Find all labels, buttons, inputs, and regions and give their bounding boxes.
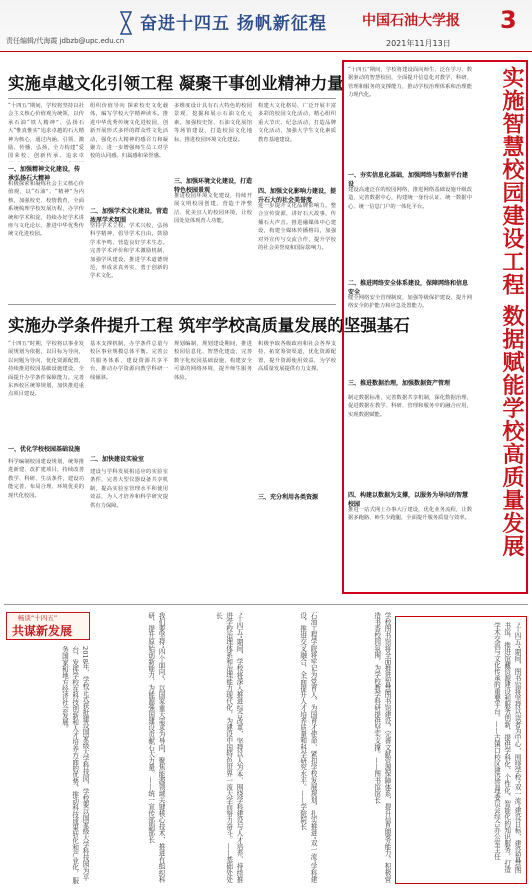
banner-title: 奋进十四五 扬帆新征程 (140, 14, 327, 34)
library-text: “十四五”期间，图书馆将坚持以读者为中心，围绕学校“双一流”建设目标，建设智慧图书馆，推进馆藏资源建设和服务创新，提供学科化、个性化、智能化的知识服务，打造学术交流与文化传承的重要平台。——古镇口校区建设管理委员会综合办公室主任 (492, 622, 521, 874)
article3-p4: 推进一站式网上办事大厅建设，优化业务流程，让数据多跑路、师生少跑腿，全面提升服务质量与效率。 (348, 507, 472, 522)
badge-main-text: 共谋新发展 (12, 624, 73, 638)
article2-col2b: 建设与学科发展相适应的实验室条件，完善大型仪器设备共享机制，提高实验室管理水平和使用效益，为人才培养和科学研究提供有力保障。 (90, 469, 168, 509)
article1-sub4: 四、加强文化影响力建设，提升石大的社会美誉度 (258, 188, 337, 204)
bottom-col1: 2018年，学校正式获批建设国家级大学科技园，学校要以国家级大学科技园为平台，发挥学校在科技创新和人才培养方面的优势，推动科技成果转化和产业化，服务国家和地方经济社会发展。 (60, 646, 89, 884)
article1-col3b: 推进校园环境文化建设，持续开展文明校园创建，营造干净整洁、优美宜人的校园环境，让校园处处体现育人功能。 (174, 193, 252, 225)
editor-credit: 责任编辑/代海霞 jdbzb@upc.edu.cn (6, 37, 125, 45)
article2-col3: 规划编制，规划建设期间，推进校园信息化、智慧化建设，完善数字化校园基础设施，构建安全可靠的网络环境，提升师生服务体验。 (174, 341, 252, 381)
divider (4, 604, 528, 605)
article2-headline: 实施办学条件提升工程 筑牢学校高质量发展的坚强基石 (8, 316, 410, 335)
article1-col3: 多维度设计具有石大特色的校园景观，挖掘和展示石油文化元素。加强校史馆、石油文化展馆等场馆建设，打造校园文化地标，推进校园环境文化建设。 (174, 103, 252, 143)
article3-sub1: 一、夯实信息化基础，加强网络与数据平台建设 (348, 172, 469, 188)
article3-sub3: 三、推进数据治理，加强数据资产管理 (348, 380, 451, 387)
bottom-col5: 学校图书馆将全面推进智慧图书馆建设，完善文献资源保障体系，提升信息服务能力，积极营造书香校园氛围，为学校教学科研提供坚实支撑。——图书馆馆长 (372, 612, 391, 883)
oil-derrick-icon (118, 10, 134, 36)
article3-sub4: 四、构建以数据为支撑，以服务为导向的智慧校园 (348, 492, 469, 508)
masthead: 中国石油大学报 (362, 13, 460, 29)
article2-col1: “十四五”时期，学校将以事业发展规划为依据，以目标为导向，以问题为导向，优化资源配置，持续推进校园基础设施建设，全面提升办学条件保障能力。完善东西校区统筹规划，加快推进重点项目建设。 (8, 341, 84, 398)
article1-col4: 构建大文化格局，广泛开展丰富多彩的校园文化活动，精心组织重大节庆、纪念活动，打造品牌文化活动，加强大学生文化素质教育基地建设。 (258, 103, 336, 143)
bottom-col4: 石油工程学院将牢记为党育人、为国育才使命，紧扣学校发展规划，扎实推进“双一流”学科建设，推进交叉融合，全面提升人才培养质量和科学研究水平。——学院院长 (298, 612, 317, 883)
article3-sub2: 二、推进网络安全体系建设，保障网络和信息安全 (348, 280, 469, 296)
article1-col2: 组织价值导向 探索校史文化载体，编写学校大学精神读本。推进中华优秀传统文化进校园，创新开展形式多样的群众性文化活动，强化石大精神的感召力和凝聚力，进一步增强师生员工对学校的认同感、归属感和荣誉感。 (90, 103, 168, 160)
article1-col1b: 积极探索和凝练社会主义核心价值观，以“石油”、“精神”为内核，加强校史、校情教育，全面系统梳理学校发展历程、办学传统和学术积淀，持续办好学术讲座与文化论坛，推进中华优秀传统文化进校园。 (8, 181, 84, 238)
article2-sub1: 一、优化学校校园基础设施 (8, 446, 81, 453)
article1-sub1: 一、加强精神文化建设，传承弘扬石大精神 (8, 166, 81, 182)
article3-p3: 制定数据标准，完善数据共享机制，深化数据治理，促进数据在教学、科研、管理和服务中的融合应用，实现数据赋能。 (348, 395, 472, 418)
article1-sub3: 三、加强环境文化建设，打造特色校园景观 (174, 178, 253, 194)
article1-headline: 实施卓越文化引领工程 凝聚干事创业精神力量 (8, 74, 344, 93)
article3-headline: 实施智慧校园建设工程 数据赋能学校高质量发展 (499, 66, 524, 558)
issue-date: 2021年11月13日 (386, 39, 451, 48)
article3-intro: “十四五”期间，学校将建设面向师生、泛在学习、数据驱动的智慧校园，全面提升信息化对教学、科研、管理和服务的支撑能力，推动学校治理体系和治理能力现代化。 (348, 67, 472, 99)
article3-p1: 建设高速泛在的校园网络，推进网络基础设施升级改造，完善数据中心，构建统一身份认证、统一数据中心、统一信息门户的一体化平台。 (348, 187, 472, 210)
article2-col1b: 科学编制校园建设规划，统筹推进新建、改扩建项目，持续改善教学、科研、生活条件，建设功能完善、布局合理、环境优美的现代化校园。 (8, 459, 84, 499)
bottom-col3: “十四五”期间，学校将深入推进综合改革，坚持以人为本，围绕学科建设与人才培养，持续推进学校治理体系和治理能力现代化，为建设中国特色世界一流大学而努力奋斗。——基础处处长 (214, 612, 243, 883)
bottom-col2: 我们要坚持“四个面向”，以国家重大需求为导向，聚焦能源领域关键核心技术，推进有组织科研，提升原始创新能力，为能源强国建设贡献石大力量。——统一宣传部副部长 (146, 612, 165, 883)
article2-sub3: 三、充分利用各类资源 (258, 494, 319, 501)
article1-col4b: 进一步提升文化品牌影响力。整合宣传资源，讲好石大故事，传播石大声音。推进融媒体中心建设，构建全媒体传播格局，加强对外宣传与交流合作，提升学校的社会美誉度和国际影响力。 (258, 203, 336, 252)
badge-top-text: 畅谈“十四五” (18, 614, 58, 622)
article1-col1: “十四五”期间，学校将坚持以社会主义核心价值观为统领，以传承石油“铁人精神”、弘扬石大“惟真惟实”追求卓越的石大精神为核心，通过内涵、引领、激励、传播、弘扬，全力构建“爱国荣校、创新传承、追求卓 (8, 103, 84, 160)
page-number: 3 (500, 6, 517, 34)
article1-col2b: 坚持学术立校、学术兴校，弘扬科学精神，倡导学术自由，鼓励学术争鸣，营造良好学术生态。完善学术评价和学术激励机制，加强学风建设，推进学术道德规范，形成求真务实、勇于创新的学术文化。 (90, 223, 168, 280)
divider (8, 98, 336, 99)
divider (8, 304, 336, 305)
article2-col2: 基本支撑机制，办学条件总量与校区事业规模总体平衡。完善公共服务体系，建设资源共享平台，推动办学资源向教学科研一线倾斜。 (90, 341, 168, 381)
article2-col3b: 积极争取各级政府和社会各界支持，拓宽筹资渠道，优化资源配置，提升资源使用效益，为学校高质量发展提供有力支撑。 (258, 341, 336, 373)
article2-sub2: 二、加快建设实验室 (90, 456, 145, 463)
article1-sub2: 二、加强学术文化建设，营造浓厚学术氛围 (90, 208, 169, 224)
article3-p2: 健全网络安全管理制度，加强等级保护建设，提升网络安全防护能力和应急处置能力。 (348, 295, 472, 310)
